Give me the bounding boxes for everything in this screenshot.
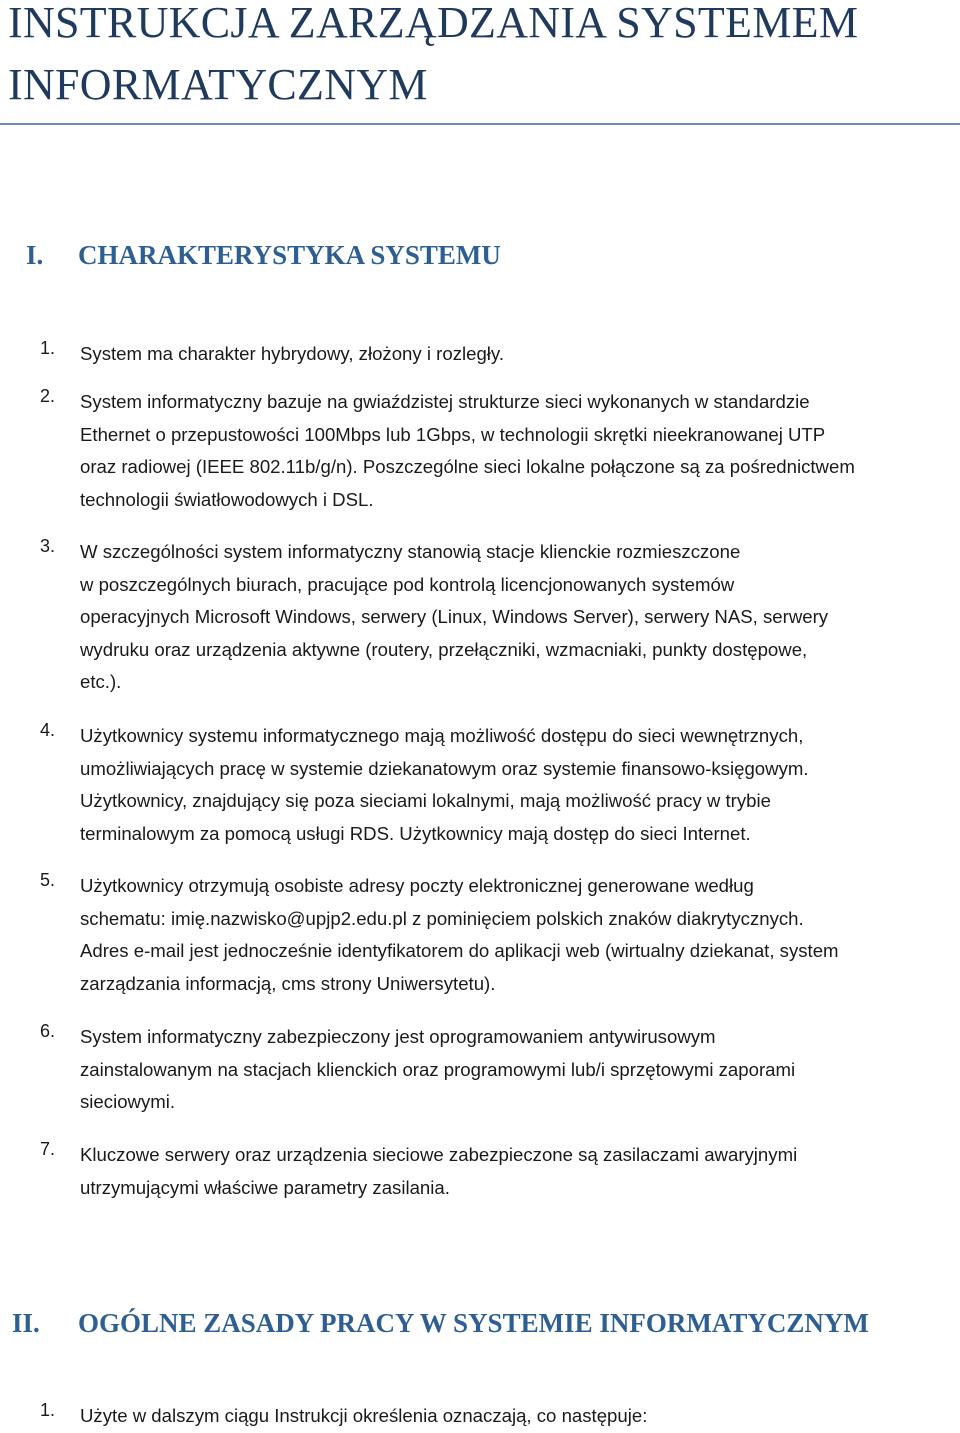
list-item-line: System informatyczny bazuje na gwiaździstej strukturze sieci wykonanych w standardzie <box>80 391 810 412</box>
list-item-line: w poszczególnych biurach, pracujące pod kontrolą licencjonowanych systemów <box>80 573 735 595</box>
list-item-line: Ethernet o przepustowości 100Mbps lub 1Gbps, w technologii skrętki nieekranowanej UTP <box>80 423 826 445</box>
list-item-number: 3. <box>40 536 56 556</box>
section-number: I. <box>26 240 44 270</box>
list-item-line: etc.). <box>80 671 122 692</box>
document-title-line-1: INSTRUKCJA ZARZĄDZANIA SYSTEMEM <box>8 0 859 47</box>
list-item-line: terminalowym za pomocą usługi RDS. Użytkownicy mają dostęp do sieci Internet. <box>80 822 751 844</box>
list-item-line: oraz radiowej (IEEE 802.11b/g/n). Poszczególne sieci lokalne połączone są za pośrednictwem <box>80 456 855 477</box>
list-item-number: 2. <box>40 386 56 406</box>
list-item-line: System ma charakter hybrydowy, złożony i rozległy. <box>80 343 505 364</box>
section-title: OGÓLNE ZASADY PRACY W SYSTEMIE INFORMATYCZNYM <box>78 1308 869 1338</box>
list-item-line: wydruku oraz urządzenia aktywne (routery, przełączniki, wzmacniaki, punkty dostępowe, <box>80 638 808 660</box>
list-item-line: sieciowymi. <box>80 1091 176 1112</box>
list-item-number: 4. <box>40 720 56 740</box>
list-item-line: Użyte w dalszym ciągu Instrukcji określenia oznaczają, co następuje: <box>80 1405 648 1426</box>
list-item-line: Adres e-mail jest jednocześnie identyfikatorem do aplikacji web (wirtualny dziekanat, system <box>80 940 839 961</box>
list-item-line: schematu: imię.nazwisko@upjp2.edu.pl z pominięciem polskich znaków diakrytycznych. <box>80 907 804 929</box>
list-item-number: 6. <box>40 1021 56 1041</box>
list-item-line: technologii światłowodowych i DSL. <box>80 488 374 510</box>
list-item-number: 5. <box>40 870 56 890</box>
list-item-line: operacyjnych Microsoft Windows, serwery (Linux, Windows Server), serwery NAS, serwery <box>80 606 829 627</box>
list-item-line: Użytkownicy, znajdujący się poza sieciami lokalnymi, mają możliwość pracy w trybie <box>80 790 771 811</box>
list-item-line: zainstalowanym na stacjach klienckich oraz programowymi lub/i sprzętowymi zaporami <box>80 1058 796 1080</box>
list-item-line: System informatyczny zabezpieczony jest oprogramowaniem antywirusowym <box>80 1026 716 1047</box>
section-number: II. <box>12 1308 40 1338</box>
list-item-line: W szczególności system informatyczny stanowią stacje klienckie rozmieszczone <box>80 541 741 562</box>
document-title-line-2: INFORMATYCZNYM <box>8 60 428 109</box>
list-item-line: Użytkownicy systemu informatycznego mają możliwość dostępu do sieci wewnętrznych, <box>80 725 804 746</box>
list-item-line: utrzymującymi właściwe parametry zasilania. <box>80 1176 450 1198</box>
list-item-line: zarządzania informacją, cms strony Uniwersytetu). <box>80 972 496 994</box>
list-item-line: umożliwiających pracę w systemie dziekanatowym oraz systemie finansowo-księgowym. <box>80 757 809 779</box>
title-underline <box>0 123 960 125</box>
list-item-line: Użytkownicy otrzymują osobiste adresy poczty elektronicznej generowane według <box>80 875 754 896</box>
list-item-line: Kluczowe serwery oraz urządzenia sieciowe zabezpieczone są zasilaczami awaryjnymi <box>80 1144 798 1165</box>
list-item-number: 1. <box>40 338 56 358</box>
list-item-number: 1. <box>40 1400 56 1420</box>
section-title: CHARAKTERYSTYKA SYSTEMU <box>78 240 501 270</box>
document-title <box>8 0 958 116</box>
list-item-number: 7. <box>40 1139 56 1159</box>
